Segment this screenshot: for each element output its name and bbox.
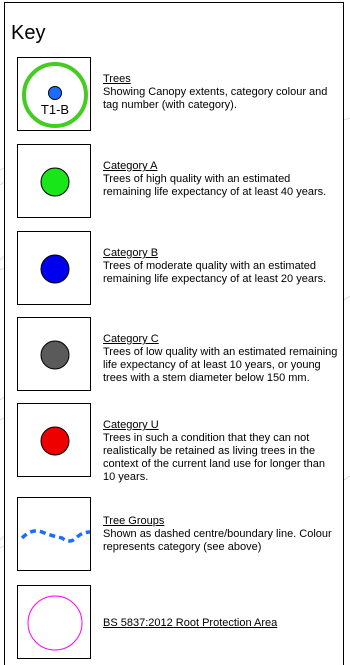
- legend-description: Trees in such a condition that they can not realistically be retained as living trees in the context of the current land use for longer than 10 years.: [103, 432, 325, 483]
- legend-title: Category C: [103, 333, 159, 345]
- legend-text-trees: [103, 73, 339, 112]
- legend-title: Tree Groups: [103, 515, 165, 527]
- legend-description: Trees of low quality with an estimated remaining life expectancy of at least 10 years, or young trees with a stem diameter below 150 mm.: [103, 346, 338, 384]
- legend-description: Shown as dashed centre/boundary line. Colour represents category (see above): [103, 528, 332, 553]
- stem-circle: [49, 87, 62, 100]
- legend-description: Trees of moderate quality with an estimated remaining life expectancy of at least 20 years.: [103, 260, 327, 285]
- category-b-icon: [17, 231, 91, 305]
- legend-title-root-protection-area: BS 5837:2012 Root Protection Area: [103, 617, 278, 629]
- legend-title: Trees: [103, 73, 131, 85]
- legend-description: Showing Canopy extents, category colour and tag number (with category).: [103, 86, 328, 111]
- legend-text-category-u: [103, 419, 339, 484]
- category-u-icon: [17, 403, 91, 477]
- legend-text-tree-groups: [103, 515, 339, 554]
- dashed-line-icon: [17, 497, 91, 571]
- legend-title: Category U: [103, 419, 159, 431]
- legend-text-category-b: [103, 247, 339, 286]
- legend-description: Trees of high quality with an estimated remaining life expectancy of at least 40 years.: [103, 173, 327, 198]
- category-c-icon: [17, 317, 91, 391]
- legend-text-category-a: [103, 160, 339, 199]
- key-title: Key: [11, 22, 46, 44]
- key-legend-panel: [4, 2, 344, 665]
- legend-text-category-c: [103, 333, 339, 385]
- root-protection-circle-icon: [17, 585, 91, 659]
- category-a-icon: [17, 144, 91, 218]
- legend-title: Category B: [103, 247, 159, 259]
- tree-tag-label: T1-B: [40, 102, 70, 117]
- tree-canopy-icon: [17, 57, 91, 131]
- legend-title: Category A: [103, 160, 158, 172]
